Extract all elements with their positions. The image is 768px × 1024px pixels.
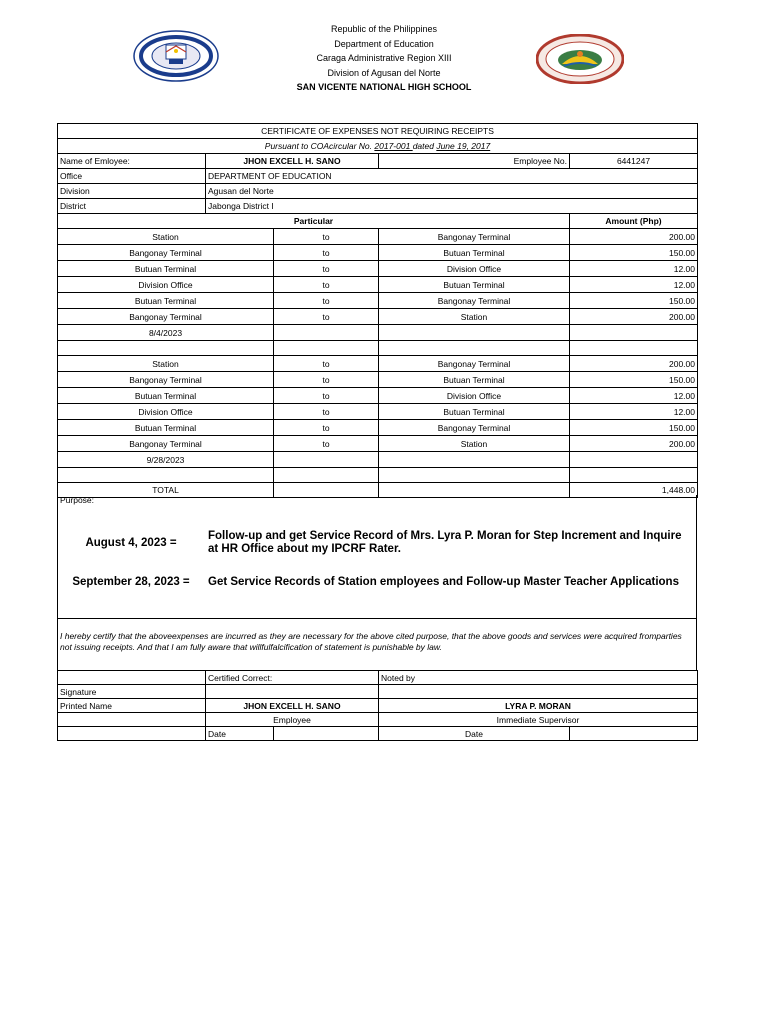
trip-to-word: to <box>274 404 379 420</box>
total-label: TOTAL <box>58 483 274 498</box>
trip-amount: 12.00 <box>570 404 698 420</box>
trip-to-word: to <box>274 293 379 309</box>
trip-destination: Division Office <box>379 388 570 404</box>
employee-printed-name: JHON EXCELL H. SANO <box>206 699 379 713</box>
employee-name: JHON EXCELL H. SANO <box>206 154 379 169</box>
trip-destination: Bangonay Terminal <box>379 293 570 309</box>
trip-destination: Bangonay Terminal <box>379 420 570 436</box>
office-value: DEPARTMENT OF EDUCATION <box>206 169 698 184</box>
total-amount: 1,448.00 <box>570 483 698 498</box>
trip-from: Station <box>58 356 274 372</box>
amount-header: Amount (Php) <box>570 214 698 229</box>
trip-destination: Butuan Terminal <box>379 372 570 388</box>
printed-name-label: Printed Name <box>58 699 206 713</box>
division-value: Agusan del Norte <box>206 184 698 199</box>
trip-amount: 200.00 <box>570 356 698 372</box>
trip-amount: 150.00 <box>570 372 698 388</box>
employee-no: 6441247 <box>570 154 698 169</box>
department-line: Department of Education <box>334 38 434 49</box>
particular-header: Particular <box>58 214 570 229</box>
trip-from: Division Office <box>58 277 274 293</box>
employee-no-label: Employee No. <box>379 154 570 169</box>
table-row <box>58 261 698 277</box>
employee-signature-cell <box>206 685 379 699</box>
trip-to-word: to <box>274 229 379 245</box>
trip-from: Bangonay Terminal <box>58 309 274 325</box>
trip-amount: 12.00 <box>570 261 698 277</box>
trip-destination: Butuan Terminal <box>379 245 570 261</box>
table-row <box>58 309 698 325</box>
trip-from: Bangonay Terminal <box>58 245 274 261</box>
division-label: Division <box>58 184 206 199</box>
trip-from: Bangonay Terminal <box>58 372 274 388</box>
trip-to-word: to <box>274 436 379 452</box>
country-line: Republic of the Philippines <box>330 24 438 34</box>
table-row <box>58 229 698 245</box>
purpose-date-2: September 28, 2023 = <box>72 576 190 588</box>
purpose-label: Purpose: <box>60 495 95 505</box>
table-row <box>58 277 698 293</box>
trip-amount: 150.00 <box>570 245 698 261</box>
table-row <box>58 341 698 356</box>
trip-to-word: to <box>274 420 379 436</box>
trip-to-word: to <box>274 356 379 372</box>
district-label: District <box>58 199 206 214</box>
trip-from: Butuan Terminal <box>58 420 274 436</box>
trip-from: Butuan Terminal <box>58 261 274 277</box>
trip-from: Butuan Terminal <box>58 388 274 404</box>
letterhead <box>0 22 768 95</box>
table-row <box>58 325 698 341</box>
pursuant-prefix: Pursuant to COAcircular No. <box>264 141 375 151</box>
trip-date: 8/4/2023 <box>58 325 274 341</box>
purpose-text-1: Follow-up and get Service Record of Mrs. Lyra P. Moran for Step Increment and Inquire at HR Office about my IPCRF Rater. <box>208 530 682 555</box>
supervisor-signature-cell <box>379 685 698 699</box>
trip-amount: 12.00 <box>570 388 698 404</box>
purpose-section <box>57 495 697 670</box>
table-row <box>58 372 698 388</box>
signature-label: Signature <box>58 685 206 699</box>
trip-from: Division Office <box>58 404 274 420</box>
trip-to-word: to <box>274 372 379 388</box>
circular-number: 2017-001 <box>374 141 413 151</box>
table-row <box>58 245 698 261</box>
certification-statement: I hereby certify that the aboveexpenses are incurred as they are necessary for the above cited purpose, that the above goods and services were acquired fromparties not issuing receipts. And that I am fully aware that willfulfalcification of statement is punishable by law. <box>60 631 682 652</box>
table-row <box>58 452 698 468</box>
trip-to-word: to <box>274 388 379 404</box>
pursuant-line <box>58 139 698 154</box>
table-row <box>58 436 698 452</box>
trip-destination: Bangonay Terminal <box>379 229 570 245</box>
trip-from: Bangonay Terminal <box>58 436 274 452</box>
purpose-text-2: Get Service Records of Station employees and Follow-up Master Teacher Applications <box>208 576 679 588</box>
table-row <box>58 420 698 436</box>
trip-date: 9/28/2023 <box>58 452 274 468</box>
trip-destination: Butuan Terminal <box>379 277 570 293</box>
table-row <box>58 388 698 404</box>
supervisor-printed-name: LYRA P. MORAN <box>379 699 698 713</box>
certified-correct-label: Certified Correct: <box>206 671 379 685</box>
employee-role: Employee <box>206 713 379 727</box>
supervisor-role: Immediate Supervisor <box>379 713 698 727</box>
trip-amount: 200.00 <box>570 229 698 245</box>
trip-destination: Station <box>379 309 570 325</box>
region-line: Caraga Administrative Region XIII <box>316 53 452 63</box>
employee-date-label: Date <box>206 727 274 741</box>
certificate-title: CERTIFICATE OF EXPENSES NOT REQUIRING RECEIPTS <box>58 124 698 139</box>
trip-destination: Station <box>379 436 570 452</box>
trip-from: Butuan Terminal <box>58 293 274 309</box>
trip-amount: 12.00 <box>570 277 698 293</box>
purpose-date-1: August 4, 2023 = <box>85 537 177 549</box>
trip-amount: 200.00 <box>570 309 698 325</box>
trip-amount: 200.00 <box>570 436 698 452</box>
trip-from: Station <box>58 229 274 245</box>
employee-name-label: Name of Emloyee: <box>58 154 206 169</box>
office-label: Office <box>58 169 206 184</box>
trip-to-word: to <box>274 245 379 261</box>
trip-to-word: to <box>274 261 379 277</box>
trip-amount: 150.00 <box>570 420 698 436</box>
division-line: Division of Agusan del Norte <box>327 67 441 78</box>
school-name: SAN VICENTE NATIONAL HIGH SCHOOL <box>296 82 472 92</box>
trip-to-word: to <box>274 309 379 325</box>
table-row <box>58 356 698 372</box>
trip-destination: Butuan Terminal <box>379 404 570 420</box>
trip-amount: 150.00 <box>570 293 698 309</box>
trip-destination: Bangonay Terminal <box>379 356 570 372</box>
supervisor-date-label: Date <box>379 727 570 741</box>
noted-by-label: Noted by <box>379 671 698 685</box>
trip-destination: Division Office <box>379 261 570 277</box>
divider <box>58 618 696 619</box>
table-row <box>58 293 698 309</box>
signature-table <box>57 670 698 741</box>
table-row <box>58 404 698 420</box>
table-row <box>58 468 698 483</box>
trip-to-word: to <box>274 277 379 293</box>
dated-label: dated <box>412 141 437 151</box>
district-value: Jabonga District I <box>206 199 698 214</box>
expenses-table <box>57 123 698 498</box>
circular-date: June 19, 2017 <box>436 141 491 151</box>
